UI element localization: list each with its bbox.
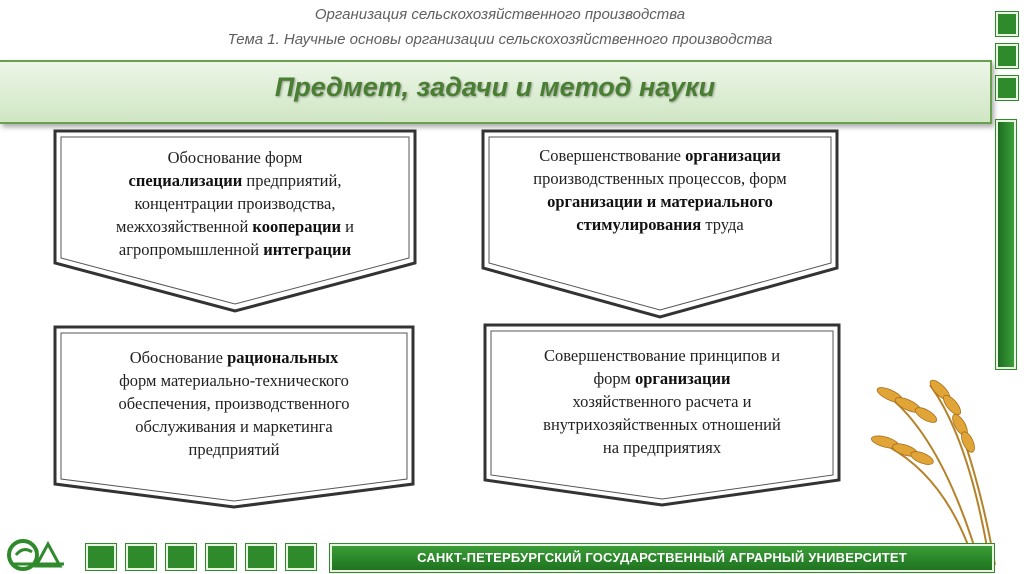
university-name: САНКТ-ПЕТЕРБУРГСКИЙ ГОСУДАРСТВЕННЫЙ АГРАРНЫЙ УНИВЕРСИТЕТ [417,550,907,565]
footer [0,538,1024,574]
topic-title: Тема 1. Научные основы организации сельскохозяйственного производства [227,31,773,48]
emphasis-text: стимулирования [576,215,702,234]
rail-square [996,12,1018,36]
box-text-run: форм [593,369,635,388]
box-text-run: и [341,217,354,236]
rail-bar [996,120,1016,369]
box-line [74,392,394,415]
box-text-run: предприятий, [242,171,342,190]
box-text-run: обслуживания и маркетинга [135,417,333,436]
box-text-run: Совершенствование принципов и [543,346,781,365]
box-line [74,238,396,261]
box-text-run: межхозяйственной [116,217,253,236]
box-line [74,192,396,215]
box-line [496,144,824,167]
box-line [74,415,394,438]
box-text-run: труда [701,215,744,234]
box-text-run: предприятий [188,440,280,459]
box-line [496,213,824,236]
university-logo-icon [6,538,66,572]
task-box-organization [480,128,840,320]
box-line [74,346,394,369]
task-box-accounting [482,322,842,508]
course-title: Организация сельскохозяйственного производства [314,6,686,23]
emphasis-text: кооперации [252,217,341,236]
task-box-text [482,344,842,459]
box-text-run: на предприятиях [602,438,722,457]
rail-square [996,76,1018,100]
box-line [504,390,820,413]
emphasis-text: рациональных [227,348,339,367]
box-line [74,369,394,392]
footer-square [206,544,236,570]
box-line [496,167,824,190]
box-line [74,169,396,192]
box-text-run: Совершенствование [539,146,686,165]
box-line [496,190,824,213]
footer-square [286,544,316,570]
box-text-run: концентрации производства, [134,194,336,213]
box-line [504,344,820,367]
emphasis-text: организации [634,369,731,388]
task-box-rational-forms [52,324,416,510]
box-text-run: Обоснование форм [167,148,303,167]
box-text-run: агропромышленной [118,240,264,259]
footer-square [166,544,196,570]
footer-square [126,544,156,570]
box-line [504,413,820,436]
box-line [74,146,396,169]
box-text-run: Обоснование [129,348,228,367]
box-line [504,436,820,459]
box-line [74,215,396,238]
box-text-run: форм материально-технического [119,371,349,390]
emphasis-text: интеграции [263,240,352,259]
box-line [74,438,394,461]
box-text-run: производственных процессов, форм [533,169,787,188]
box-text-run: хозяйственного расчета и [572,392,752,411]
title-banner [0,60,992,124]
task-box-text [480,144,840,236]
footer-square [246,544,276,570]
task-box-text [52,146,418,261]
footer-university-bar [330,544,994,572]
emphasis-text: организации и материального [547,192,773,211]
box-line [504,367,820,390]
box-text-run: обеспечения, производственного [118,394,350,413]
rail-square [996,44,1018,68]
task-box-specialization [52,128,418,314]
footer-square [86,544,116,570]
slide-title: Предмет, задачи и метод науки [274,72,716,102]
emphasis-text: специализации [128,171,243,190]
box-text-run: внутрихозяйственных отношений [543,415,781,434]
emphasis-text: организации [685,146,781,165]
task-box-text [52,346,416,461]
